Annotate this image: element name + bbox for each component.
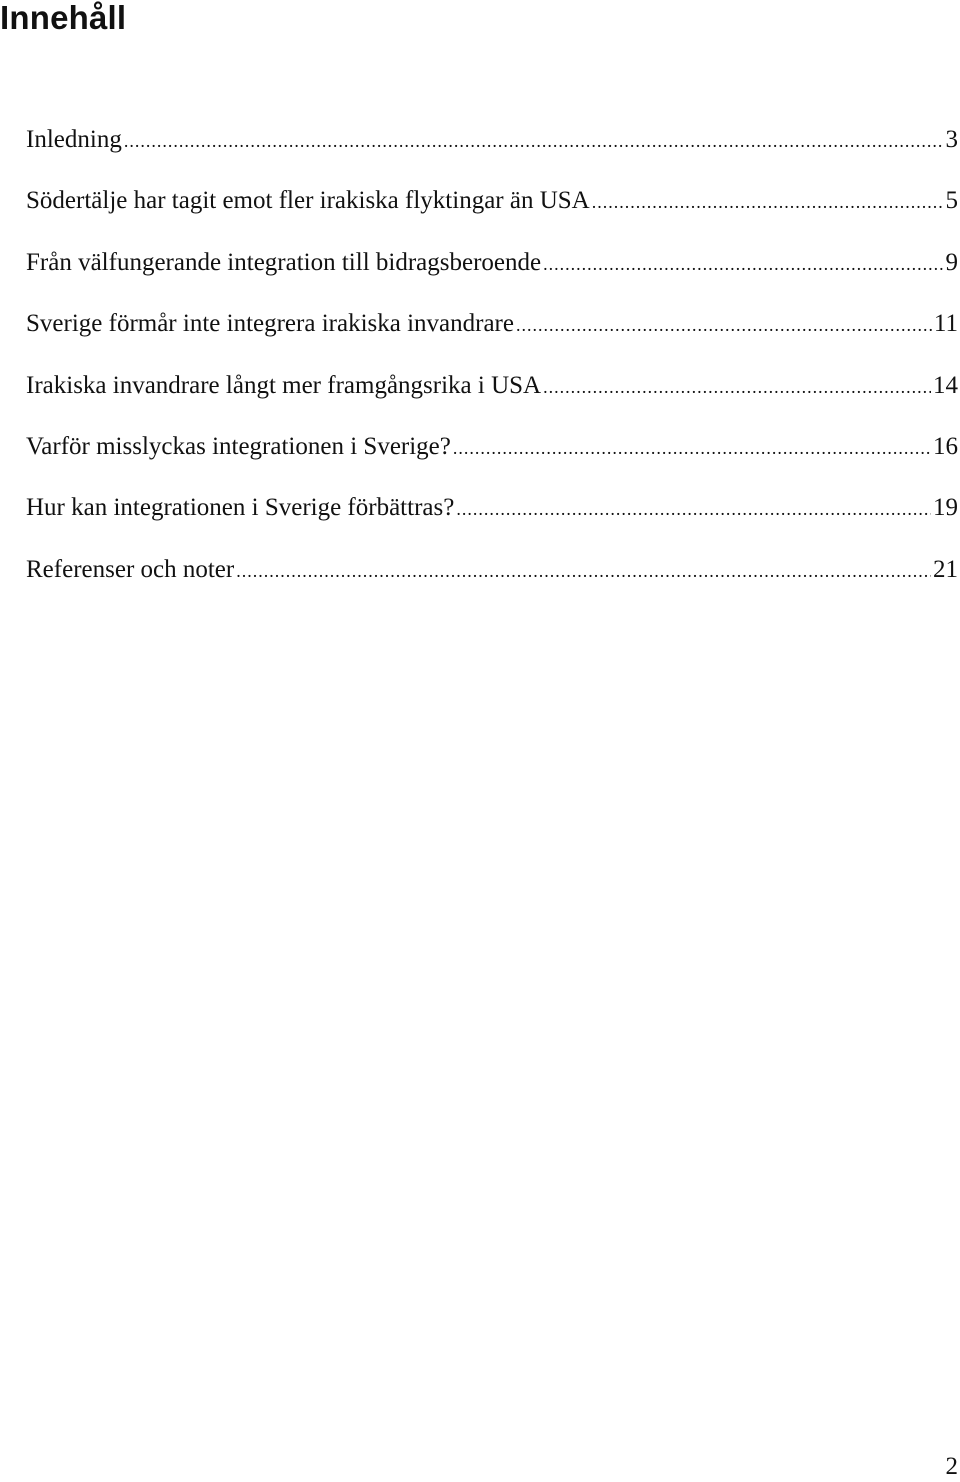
toc-dot-leader: [124, 121, 944, 161]
toc-dot-leader: [543, 367, 931, 407]
toc-entry-bidragsberoende[interactable]: [26, 243, 958, 304]
toc-entry-title: Hur kan integrationen i Sverige förbättras?: [26, 494, 455, 522]
toc-entry-title: Södertälje har tagit emot fler irakiska flyktingar än USA: [26, 187, 590, 215]
toc-dot-leader: [543, 244, 943, 284]
toc-entry-page: 16: [933, 432, 958, 460]
toc-dot-leader: [236, 551, 931, 591]
toc-dot-leader: [456, 489, 931, 529]
toc-entry-varfor-misslyckas[interactable]: [26, 427, 958, 488]
toc-entry-title: Varför misslyckas integrationen i Sverige?: [26, 432, 451, 460]
toc-entry-page: 19: [933, 494, 958, 522]
table-of-contents: [26, 120, 958, 611]
toc-entry-title: Referenser och noter: [26, 555, 235, 583]
page-number: 2: [945, 1453, 958, 1480]
toc-entry-title: Från välfungerande integration till bidragsberoende: [26, 248, 542, 276]
toc-entry-page: 3: [945, 126, 958, 153]
page-title: Innehåll: [0, 0, 127, 36]
toc-entry-title: Irakiska invandrare långt mer framgångsrika i USA: [26, 371, 542, 399]
toc-entry-sverige-formar-inte[interactable]: [26, 304, 958, 365]
toc-entry-sodertalje[interactable]: [26, 181, 958, 242]
toc-entry-title: Inledning: [26, 126, 122, 153]
toc-entry-title: Sverige förmår inte integrera irakiska invandrare: [26, 310, 514, 338]
toc-entry-forbattras[interactable]: [26, 488, 958, 549]
toc-entry-page: 14: [933, 371, 958, 399]
toc-entry-referenser[interactable]: [26, 550, 958, 611]
toc-dot-leader: [516, 305, 932, 345]
toc-entry-framgangsrika-usa[interactable]: [26, 366, 958, 427]
toc-entry-page: 11: [933, 310, 958, 338]
toc-entry-page: 9: [945, 248, 958, 276]
toc-entry-inledning[interactable]: [26, 120, 958, 181]
toc-dot-leader: [453, 428, 931, 468]
toc-dot-leader: [592, 182, 944, 222]
toc-entry-page: 21: [933, 555, 958, 583]
toc-entry-page: 5: [945, 187, 958, 215]
